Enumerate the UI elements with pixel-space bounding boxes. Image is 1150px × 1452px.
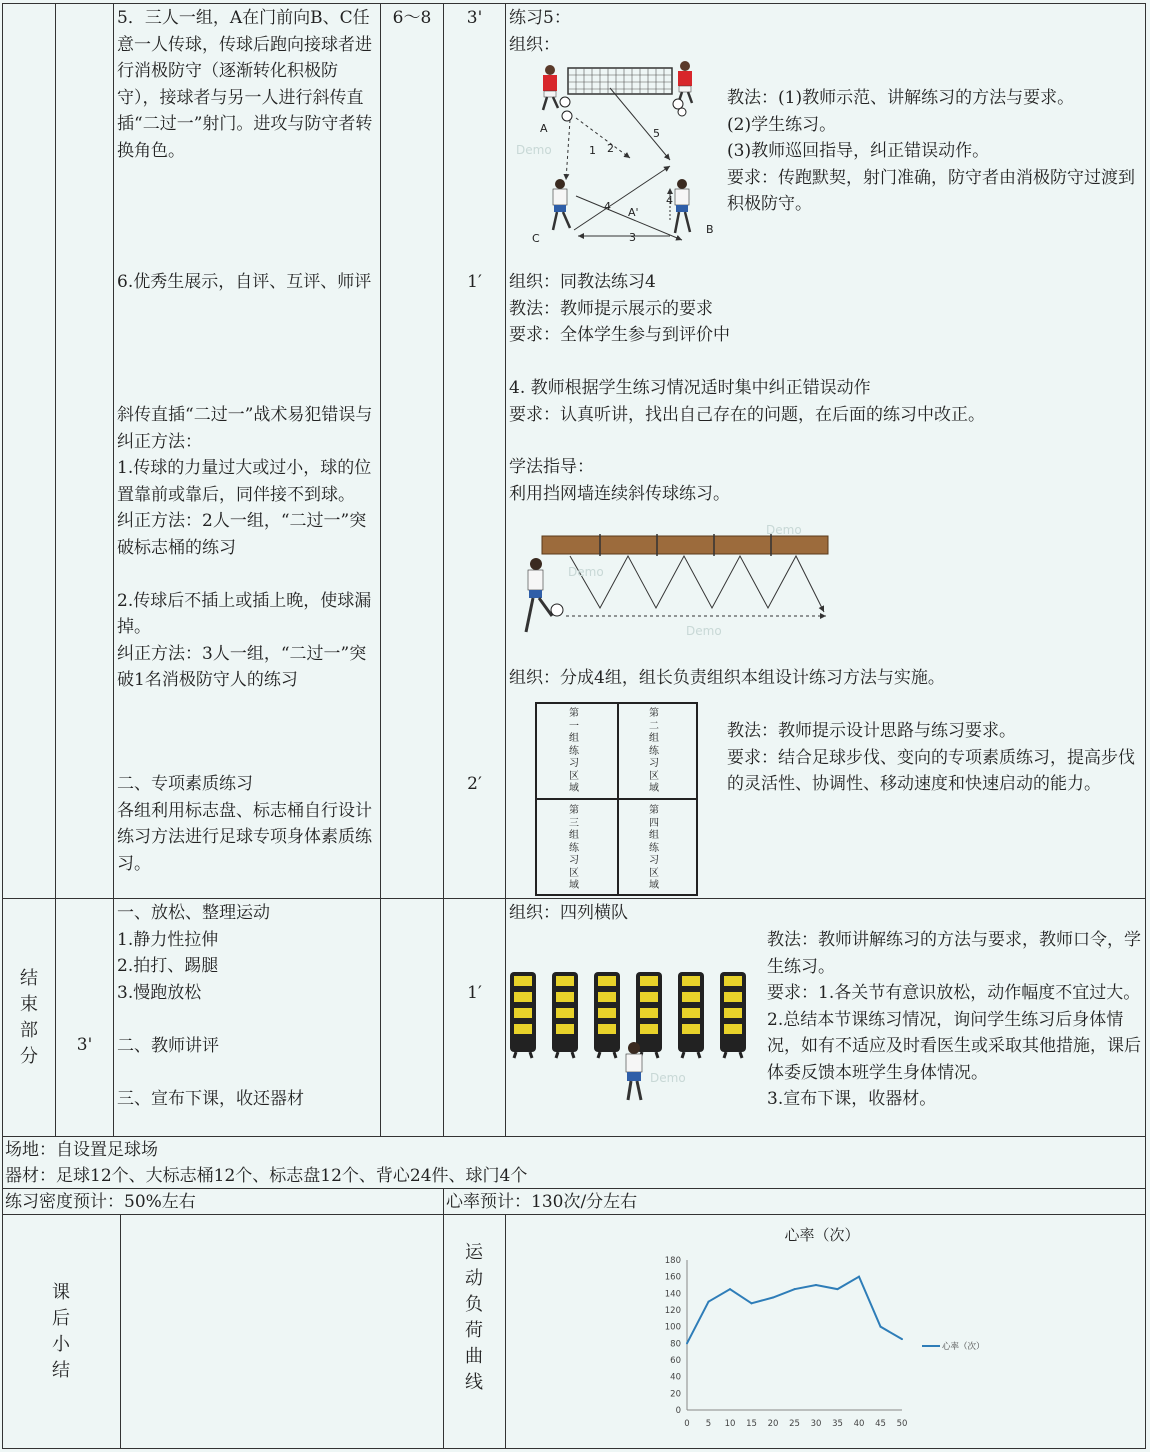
watermark-2: Demo	[568, 565, 604, 579]
student-column	[510, 972, 536, 1058]
exercise6-org: 组织：同教法练习4 教法：教师提示展示的要求 要求：全体学生参与到评价中	[509, 272, 730, 345]
y-tick-label: 160	[664, 1272, 681, 1283]
x-tick-label: 15	[746, 1419, 757, 1429]
col-line-3	[380, 3, 381, 1136]
x-tick-label: 45	[875, 1419, 886, 1429]
special-training-content: 二、专项素质练习 各组利用标志盘、标志桶自行设计练习方法进行足球专项身体素质练习。	[117, 774, 372, 874]
label-5: 5	[653, 127, 660, 140]
venue: 场地：自设置足球场	[5, 1140, 158, 1160]
load-curve-label: 运动负荷曲线	[465, 1242, 483, 1393]
watermark-3: Demo	[686, 624, 722, 638]
y-tick-label: 140	[664, 1289, 681, 1300]
label-a-prime: A'	[628, 206, 639, 219]
col-line-load	[505, 1214, 506, 1448]
errors-and-corrections: 斜传直插“二过一”战术易犯错误与纠正方法： 1.传球的力量过大或过小，球的位置靠前或靠后，同伴接不到球。 纠正方法：2人一组，“二过一”突破标志桶的练习 2.传球后不插上或插上晚，使球漏掉。 纠正方法：3人一组，“二过一”突破1名消极防守人的练习	[117, 405, 373, 690]
density-estimate: 练习密度预计：50%左右	[5, 1192, 196, 1212]
col-line-density	[443, 1188, 444, 1448]
pass-arrows	[566, 88, 682, 240]
col-line-5	[505, 3, 506, 1136]
table-border-top	[2, 3, 1146, 4]
end-section-time: 3'	[76, 1035, 93, 1055]
data-point	[815, 1284, 817, 1286]
groups-org: 组织：分成4组，组长负责组织本组设计练习方法与实施。	[509, 668, 945, 688]
x-tick-label: 25	[789, 1419, 800, 1429]
player-red-right	[678, 61, 692, 104]
exercise5-time: 3'	[466, 8, 483, 28]
data-point	[729, 1288, 731, 1290]
y-tick-label: 20	[670, 1389, 681, 1400]
data-point	[901, 1338, 903, 1340]
col-line-2	[113, 3, 114, 1136]
series-line-heart-rate	[687, 1277, 902, 1344]
exercise5-org-title: 练习5： 组织：	[509, 8, 571, 55]
heart-rate-chart	[650, 1218, 1030, 1443]
data-point	[708, 1301, 710, 1303]
data-point	[751, 1302, 753, 1304]
group-2-area: 第二组练习区域	[649, 708, 659, 794]
end-section-label: 结束部分	[20, 968, 38, 1067]
table-border-bottom	[2, 1448, 1146, 1449]
chart-title: 心率（次）	[784, 1226, 860, 1244]
data-point	[880, 1326, 882, 1328]
x-tick-label: 35	[832, 1419, 843, 1429]
x-tick-label: 10	[724, 1419, 736, 1429]
player-c	[553, 179, 570, 230]
y-tick-label: 100	[664, 1322, 681, 1333]
player-red-left	[543, 65, 558, 110]
exercise5-count: 6～8	[392, 8, 432, 28]
label-1: 1	[589, 144, 596, 157]
data-point	[772, 1297, 774, 1299]
table-border-left	[2, 3, 3, 1449]
exercise5-method: 教法：(1)教师示范、讲解练习的方法与要求。 (2)学生练习。 (3)教师巡回指导，纠正错误动作。 要求：传跑默契，射门准确，防守者由消极防守过渡到积极防守。	[727, 88, 1135, 214]
label-2: 2	[607, 142, 614, 155]
col-line-summary	[120, 1214, 121, 1448]
table-border-right	[1145, 3, 1146, 1449]
data-point	[686, 1342, 688, 1344]
exercise5-content: 5．三人一组，A在门前向B、C任意一人传球，传球后跑向接球者进行消极防守（逐渐转化积极防守），接球者与另一人进行斜传直插“二过一”射门。进攻与防守者转换角色。	[117, 8, 373, 161]
x-tick-label: 40	[853, 1419, 865, 1429]
wall-pass-diagram	[508, 520, 838, 645]
formation-diagram	[510, 962, 760, 1107]
watermark-1: Demo	[516, 143, 552, 157]
exercise5-diagram	[510, 58, 725, 258]
row-line-1	[2, 898, 1146, 899]
data-point	[837, 1288, 839, 1290]
goal-net	[568, 68, 672, 94]
x-tick-label: 0	[684, 1419, 690, 1429]
player-b	[675, 179, 690, 233]
col-line-4	[443, 3, 444, 1136]
group-1-area: 第一组练习区域	[569, 708, 579, 794]
group-area-grid	[535, 702, 698, 896]
x-tick-label: 30	[810, 1419, 822, 1429]
label-3: 3	[629, 231, 636, 244]
label-a: A	[540, 122, 548, 135]
watermark-4: Demo	[766, 523, 802, 537]
balls	[560, 97, 686, 121]
label-4a: 4	[604, 200, 611, 213]
rebound-wall	[542, 534, 828, 556]
exercise6-time: 1′	[467, 272, 482, 292]
col-line-1	[55, 3, 56, 1136]
y-tick-label: 40	[670, 1372, 681, 1383]
end-section-content: 一、放松、整理运动 1.静力性拉伸 2.拍打、踢腿 3.慢跑放松 二、教师讲评 三、宣布下课，收还器材	[117, 903, 304, 1109]
watermark-5: Demo	[650, 1071, 686, 1085]
equipment: 器材：足球12个、大标志桶12个、标志盘12个、背心24件、球门4个	[5, 1166, 528, 1186]
teacher-correction: 4. 教师根据学生练习情况适时集中纠正错误动作 要求：认真听讲，找出自己存在的问题，在后面的练习中改正。	[509, 378, 985, 425]
x-tick-label: 20	[767, 1419, 779, 1429]
group-3-area: 第三组练习区域	[569, 805, 579, 891]
heart-rate-estimate: 心率预计：130次/分左右	[446, 1192, 638, 1212]
kicking-player	[526, 558, 563, 632]
wall-pass-arrows	[566, 556, 826, 616]
y-tick-label: 180	[664, 1256, 681, 1266]
group-4-area: 第四组练习区域	[649, 805, 659, 891]
special-training-time: 2′	[467, 774, 482, 794]
watermark-6: Demo	[650, 1218, 653, 1219]
exercise6-content: 6.优秀生展示，自评、互评、师评	[117, 272, 372, 292]
end-section-org: 组织：四列横队	[509, 903, 628, 923]
x-tick-label: 5	[705, 1419, 712, 1429]
data-point	[858, 1276, 860, 1278]
y-tick-label: 60	[670, 1356, 681, 1366]
y-tick-label: 80	[670, 1339, 681, 1350]
groups-method: 教法：教师提示设计思路与练习要求。 要求：结合足球步伐、变向的专项素质练习，提高步伐的灵活性、协调性、移动速度和快速启动的能力。	[727, 721, 1135, 794]
x-tick-label: 50	[896, 1419, 908, 1429]
label-4b: 4	[666, 194, 673, 207]
label-c: C	[532, 232, 540, 245]
study-guidance: 学法指导： 利用挡网墙连续斜传球练习。	[509, 457, 730, 504]
legend-label: 心率（次）	[942, 1342, 985, 1352]
summary-label: 课后小结	[52, 1282, 70, 1381]
label-b: B	[706, 223, 714, 236]
data-point	[794, 1288, 796, 1290]
y-tick-label: 0	[675, 1406, 681, 1416]
end-section-method: 教法：教师讲解练习的方法与要求，教师口令，学生练习。 要求：1.各关节有意识放松，动作幅度不宜过大。 2.总结本节课练习情况，询问学生练习后身体情况，如有不适应及时看医生或采取其他措施，课后体委反馈本班学生身体情况。 3.宣布下课，收器材。	[767, 930, 1141, 1109]
end-section-count: 1′	[467, 983, 482, 1003]
y-tick-label: 120	[664, 1306, 681, 1316]
